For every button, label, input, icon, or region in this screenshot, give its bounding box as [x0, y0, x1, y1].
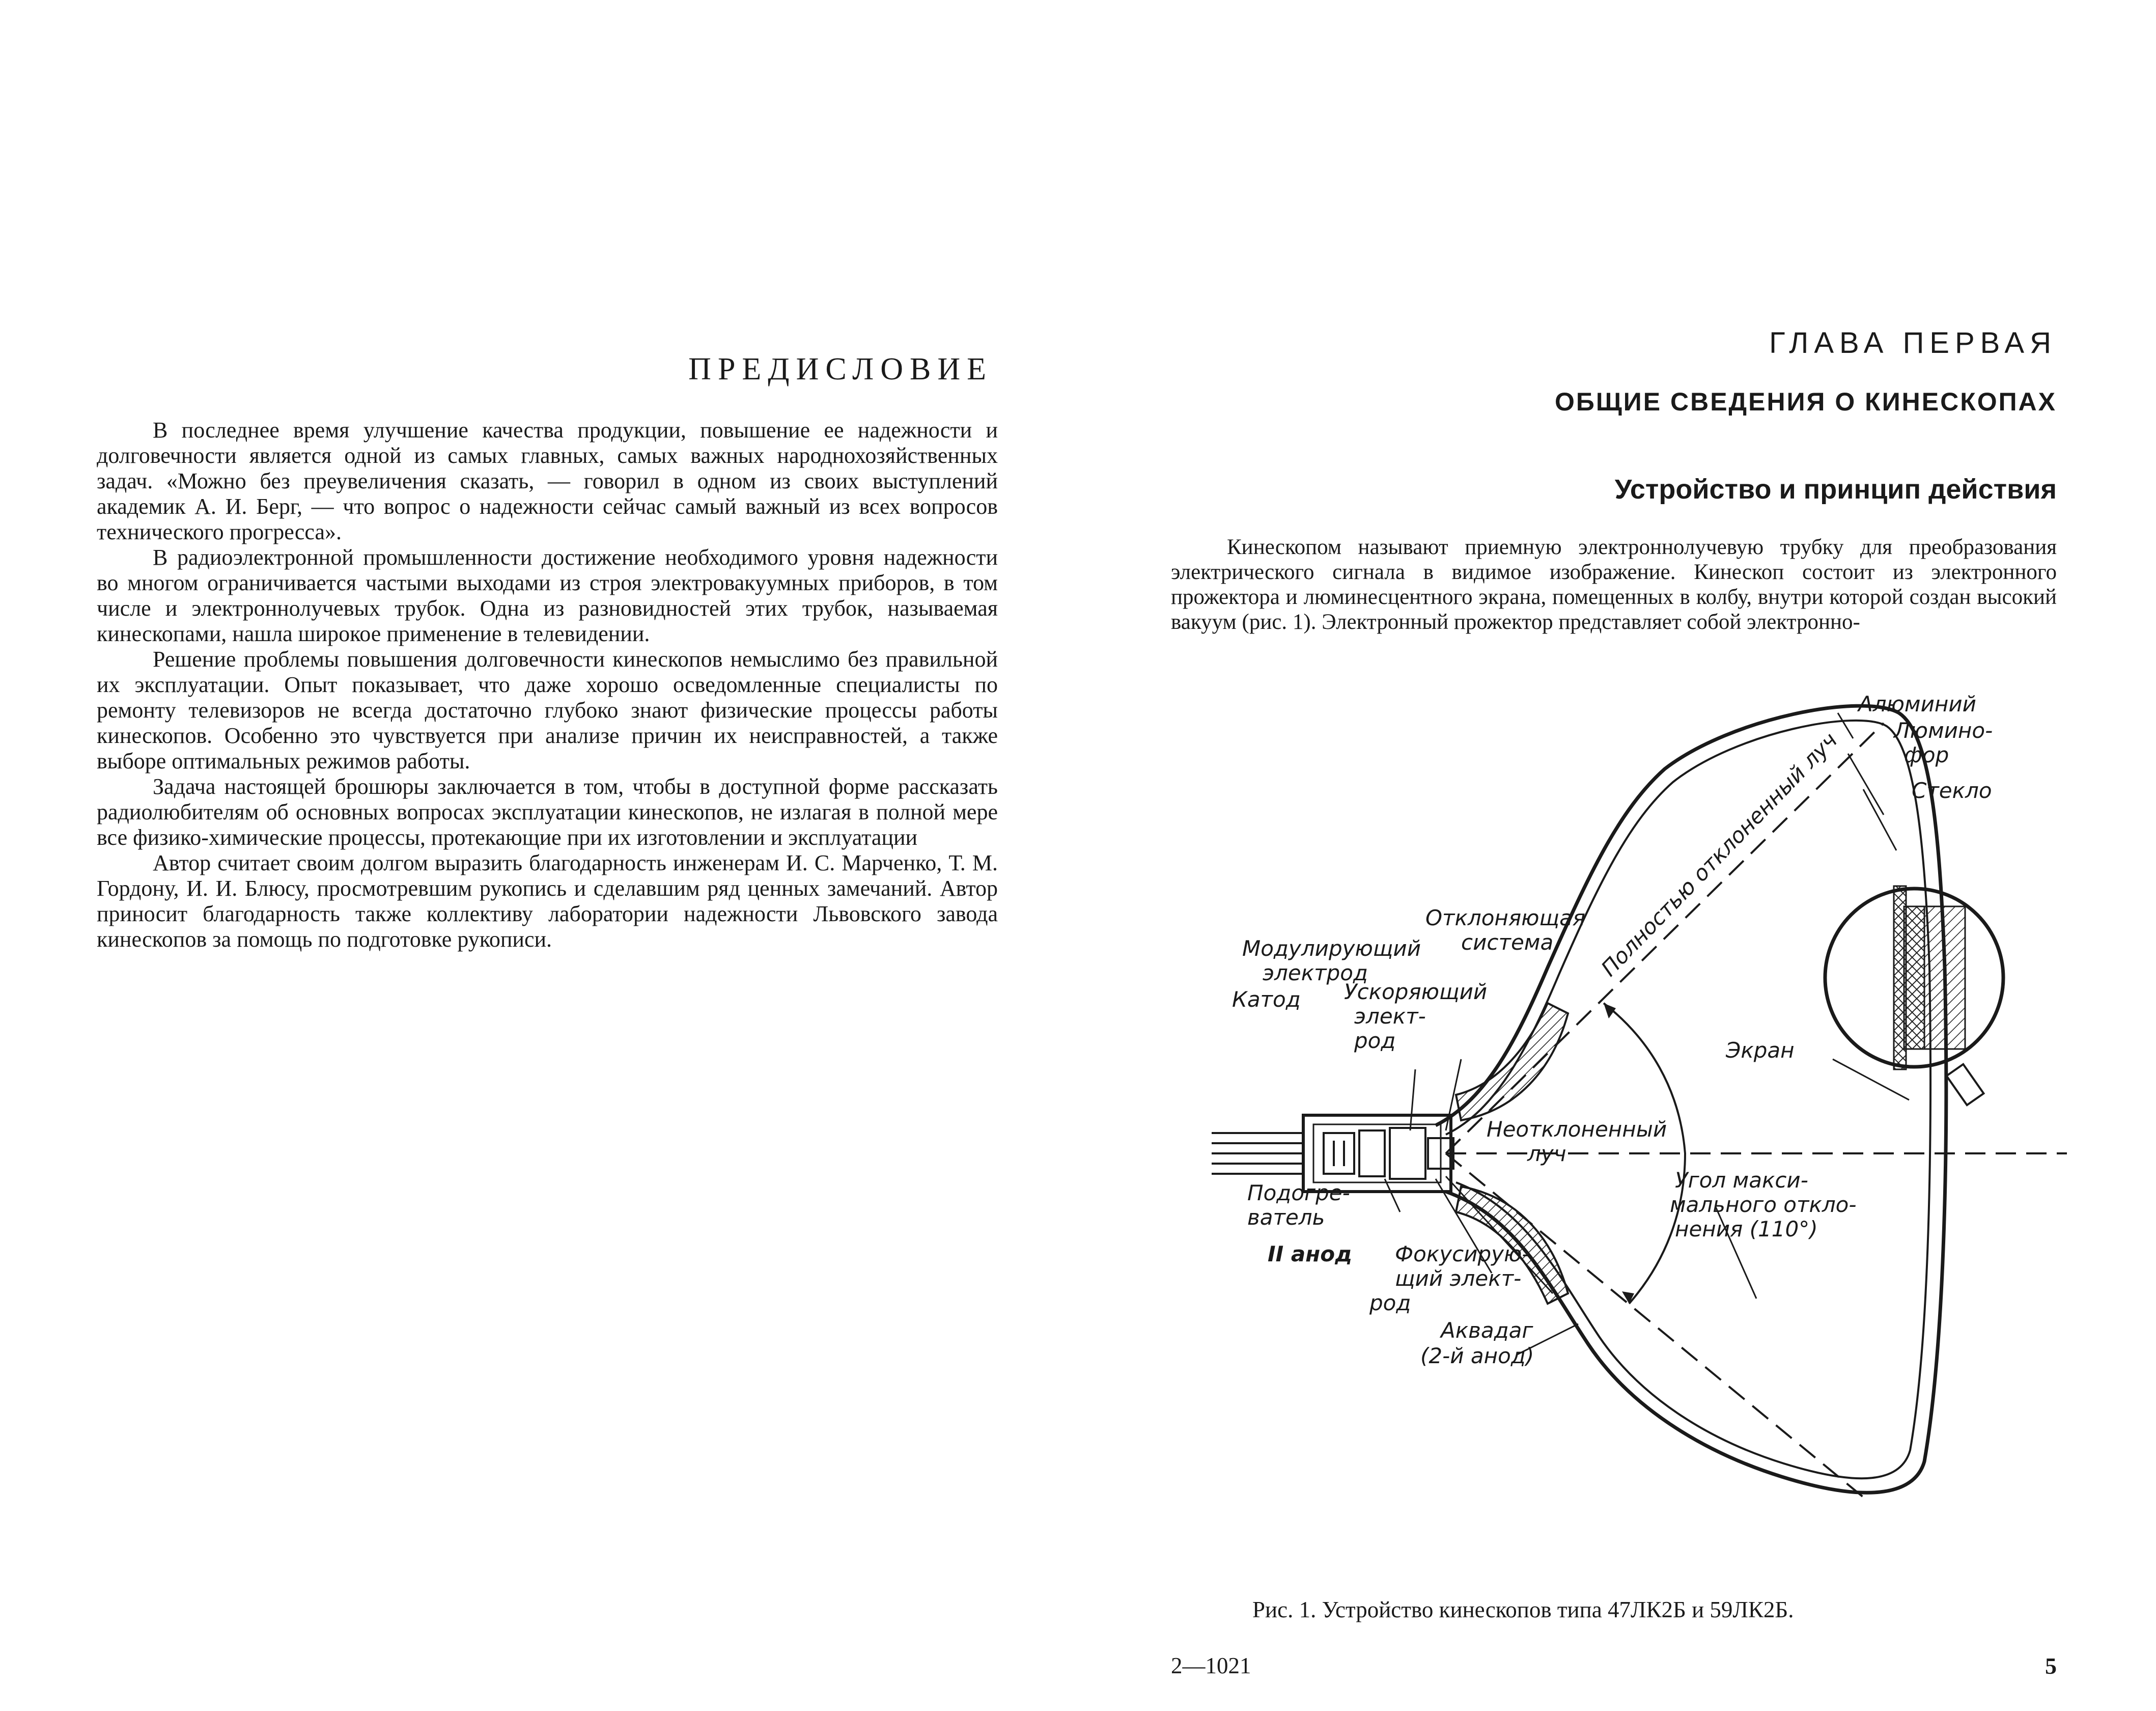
label-modulator: электрод	[1263, 960, 1368, 985]
label-aquadag: (2-й анод)	[1420, 1343, 1534, 1368]
intro-paragraph: Кинескопом называют приемную электроннолучевую трубку для преобразования электрического сигнала в видимое изображение. Кинескоп состоит из электронного прожектора и люминесцентного экрана, помещенных в колбу, внутри которой создан высокий вакуум (рис. 1). Электронный прожектор представляет собой электронно-	[1171, 535, 2057, 634]
label-accelerator: Ускоряющий	[1344, 979, 1488, 1004]
chapter-title: ОБЩИЕ СВЕДЕНИЯ О КИНЕСКОПАХ	[1555, 388, 2057, 416]
label-phosphor: фор	[1904, 742, 1949, 767]
preface-paragraph: В последнее время улучшение качества продукции, повышение ее надежности и долговечности является одной из самых главных, самых важных народнохозяйственных задач. «Можно без преувеличения сказать, — говорил в одном из своих выступлений академик А. И. Берг, — что вопрос о надежности сейчас самый важный из всех вопросов технического прогресса».	[97, 418, 998, 544]
label-max-angle: мального откло-	[1670, 1192, 1857, 1217]
label-undeflected-beam: Неотклоненный	[1487, 1117, 1667, 1142]
kinescope-figure	[1161, 682, 2067, 1589]
label-modulator: Модулирующий	[1242, 936, 1421, 961]
preface-body	[97, 418, 998, 952]
label-fully-deflected-beam: Полностью отклоненный луч	[1596, 727, 1842, 981]
preface-paragraph: В радиоэлектронной промышленности достижение необходимого уровня надежности во многом ограничивается частыми выходами из строя электровакуумных приборов, в том числе и электроннолучевых трубок. Одна из разновидностей этих трубок, называемая кинескопами, нашла широкое применение в телевидении.	[97, 545, 998, 646]
label-focusing-electrode: род	[1369, 1290, 1411, 1315]
label-heater: Подогре-	[1247, 1180, 1350, 1205]
preface-paragraph: Задача настоящей брошюры заключается в том, чтобы в доступной форме рассказать радиолюбителям об основных вопросах эксплуатации кинескопов, не излагая в полной мере все физико-химические процессы, протекающие при их изготовлении и эксплуатации	[97, 774, 998, 850]
label-phosphor: Люмино-	[1894, 718, 1993, 743]
label-accelerator: элект-	[1354, 1004, 1426, 1029]
label-max-angle: Угол макси-	[1675, 1168, 1808, 1193]
label-anode-2: II анод	[1268, 1241, 1353, 1266]
label-glass: Стекло	[1912, 778, 1992, 803]
label-aquadag: Аквадаг	[1441, 1318, 1533, 1343]
preface-paragraph: Автор считает своим долгом выразить благодарность инженерам И. С. Марченко, Т. М. Гордону, И. И. Блюсу, просмотревшим рукопись и сделавшим ряд ценных замечаний. Автор приносит благодарность также коллективу лаборатории надежности Львовского завода кинескопов за помощь по подготовке рукописи.	[97, 850, 998, 952]
label-heater: ватель	[1247, 1205, 1325, 1230]
chapter-label: ГЛАВА ПЕРВАЯ	[1769, 326, 2057, 360]
anode-button	[1947, 1064, 1984, 1105]
preface-title: ПРЕДИСЛОВИЕ	[688, 352, 993, 387]
base-pins	[1212, 1133, 1303, 1174]
electron-gun	[1324, 1128, 1453, 1179]
label-max-angle: нения (110°)	[1675, 1217, 1818, 1241]
label-deflection-system: Отклоняющая	[1425, 905, 1586, 930]
label-accelerator: род	[1354, 1028, 1396, 1053]
label-undeflected-beam: луч	[1527, 1141, 1566, 1166]
preface-paragraph: Решение проблемы повышения долговечности кинескопов немыслимо без правильной их эксплуатации. Опыт показывает, что даже хорошо осведомленные специалисты по ремонту телевизоров не всегда достаточно глубоко знают физические процессы работы кинескопов. Особенно это чувствуется при анализе причин их неисправностей, а также выборе оптимальных режимов работы.	[97, 647, 998, 774]
label-focusing-electrode: Фокусирую-	[1395, 1241, 1530, 1266]
figure-caption: Рис. 1. Устройство кинескопов типа 47ЛК2Б и 59ЛК2Б.	[1252, 1597, 1794, 1622]
label-aluminum: Алюминий	[1858, 692, 1976, 716]
label-deflection-system: система	[1461, 930, 1554, 955]
label-focusing-electrode: щий элект-	[1395, 1266, 1522, 1291]
left-page	[92, 331, 1008, 1502]
page-number: 5	[2045, 1653, 2057, 1679]
page-code: 2—1021	[1171, 1653, 1251, 1678]
label-cathode: Катод	[1232, 987, 1301, 1012]
right-page	[1161, 316, 2067, 1691]
section-title: Устройство и принцип действия	[1614, 474, 2057, 505]
label-screen: Экран	[1726, 1038, 1795, 1063]
intro-text	[1171, 535, 2057, 634]
deflection-yoke-top	[1456, 1003, 1568, 1120]
